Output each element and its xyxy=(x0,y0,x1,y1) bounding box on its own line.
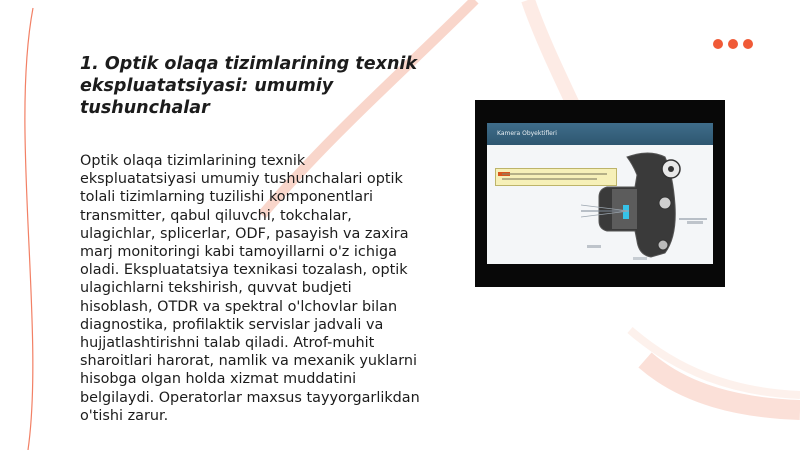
slide-title: 1. Optik olaqa tizimlarining texnik ekspluatatsiyasi: umumiy tushunchalar xyxy=(80,54,418,118)
camera-lens-image xyxy=(475,100,725,287)
slide-body-text: Optik olaqa tizimlarining texnik ekspluatatsiyasi umumiy tushunchalari optik tolali tizimlarning tuzilishi komponentlari transmitter, qabul qiluvchi, tokchalar, ulagichlar, splicerlar, ODF, pasayish va zaxira marj monitoringi kabi tamoyillarni o'z ichiga oladi. Ekspluatatsiya texnikasi tozalash, optik ulagichlarni tekshirish, quvvat budjeti hisoblash, OTDR va spektral o'lchovlar bilan diagnostika, profilaktik servislar jadvali va hujjatlashtirishni talab qiladi. Atrof-muhit sharoitlari harorat, namlik va mexanik yuklarni hisobga olgan holda xizmat muddatini belgilaydi. Operatorlar maxsus tayyorgarlikdan o'tishi zarur. xyxy=(80,153,420,424)
image-header-text: Kamera Obyektifleri xyxy=(497,130,557,137)
dot xyxy=(728,39,738,49)
dot xyxy=(713,39,723,49)
image-header-bar xyxy=(487,123,713,145)
image-content xyxy=(487,123,713,264)
dot xyxy=(743,39,753,49)
camera-lens-diagram xyxy=(487,145,713,264)
menu-dots-icon xyxy=(713,39,753,49)
